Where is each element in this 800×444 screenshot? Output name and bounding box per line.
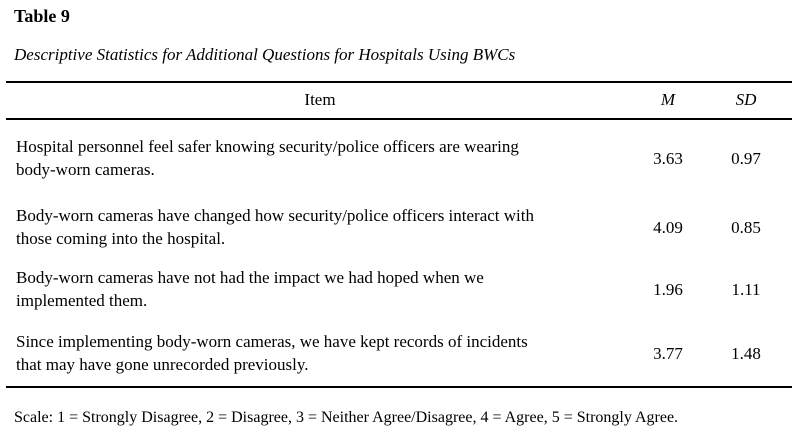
row-sd: 1.48: [731, 344, 761, 363]
row-sd: 0.85: [731, 218, 761, 237]
row-mean: 1.96: [653, 280, 683, 299]
row-mean: 3.77: [653, 344, 683, 363]
row-item-line: Since implementing body-worn cameras, we have kept records of incidents: [16, 332, 528, 351]
row-item-line: Hospital personnel feel safer knowing security/police officers are wearing: [16, 137, 519, 156]
scale-note: Scale: 1 = Strongly Disagree, 2 = Disagree, 3 = Neither Agree/Disagree, 4 = Agree, 5 = Strongly Agree.: [14, 409, 679, 426]
row-item-line: Body-worn cameras have changed how security/police officers interact with: [16, 206, 534, 225]
row-sd: 0.97: [731, 149, 761, 168]
top-rule: [6, 81, 792, 83]
row-item-text: [16, 135, 626, 181]
table-caption: Descriptive Statistics for Additional Questions for Hospitals Using BWCs: [14, 45, 516, 64]
row-item-line: implemented them.: [16, 291, 148, 310]
table-row: [0, 135, 800, 195]
table-row: [0, 330, 800, 390]
row-item-line: body-worn cameras.: [16, 160, 155, 179]
row-sd: 1.11: [731, 280, 761, 299]
row-mean: 4.09: [653, 218, 683, 237]
row-item-text: [16, 204, 626, 250]
header-mean: M: [660, 90, 676, 109]
table-row: [0, 266, 800, 326]
row-item-text: [16, 330, 626, 376]
bottom-rule: [6, 386, 792, 388]
row-item-line: Body-worn cameras have not had the impact we had hoped when we: [16, 268, 484, 287]
header-sd: SD: [735, 90, 757, 109]
row-item-line: that may have gone unrecorded previously.: [16, 355, 309, 374]
table-number: Table 9: [14, 6, 70, 26]
table-row: [0, 204, 800, 264]
row-item-text: [16, 266, 626, 312]
header-rule: [6, 118, 792, 120]
header-item: Item: [304, 90, 336, 109]
row-mean: 3.63: [653, 149, 683, 168]
row-item-line: those coming into the hospital.: [16, 229, 226, 248]
